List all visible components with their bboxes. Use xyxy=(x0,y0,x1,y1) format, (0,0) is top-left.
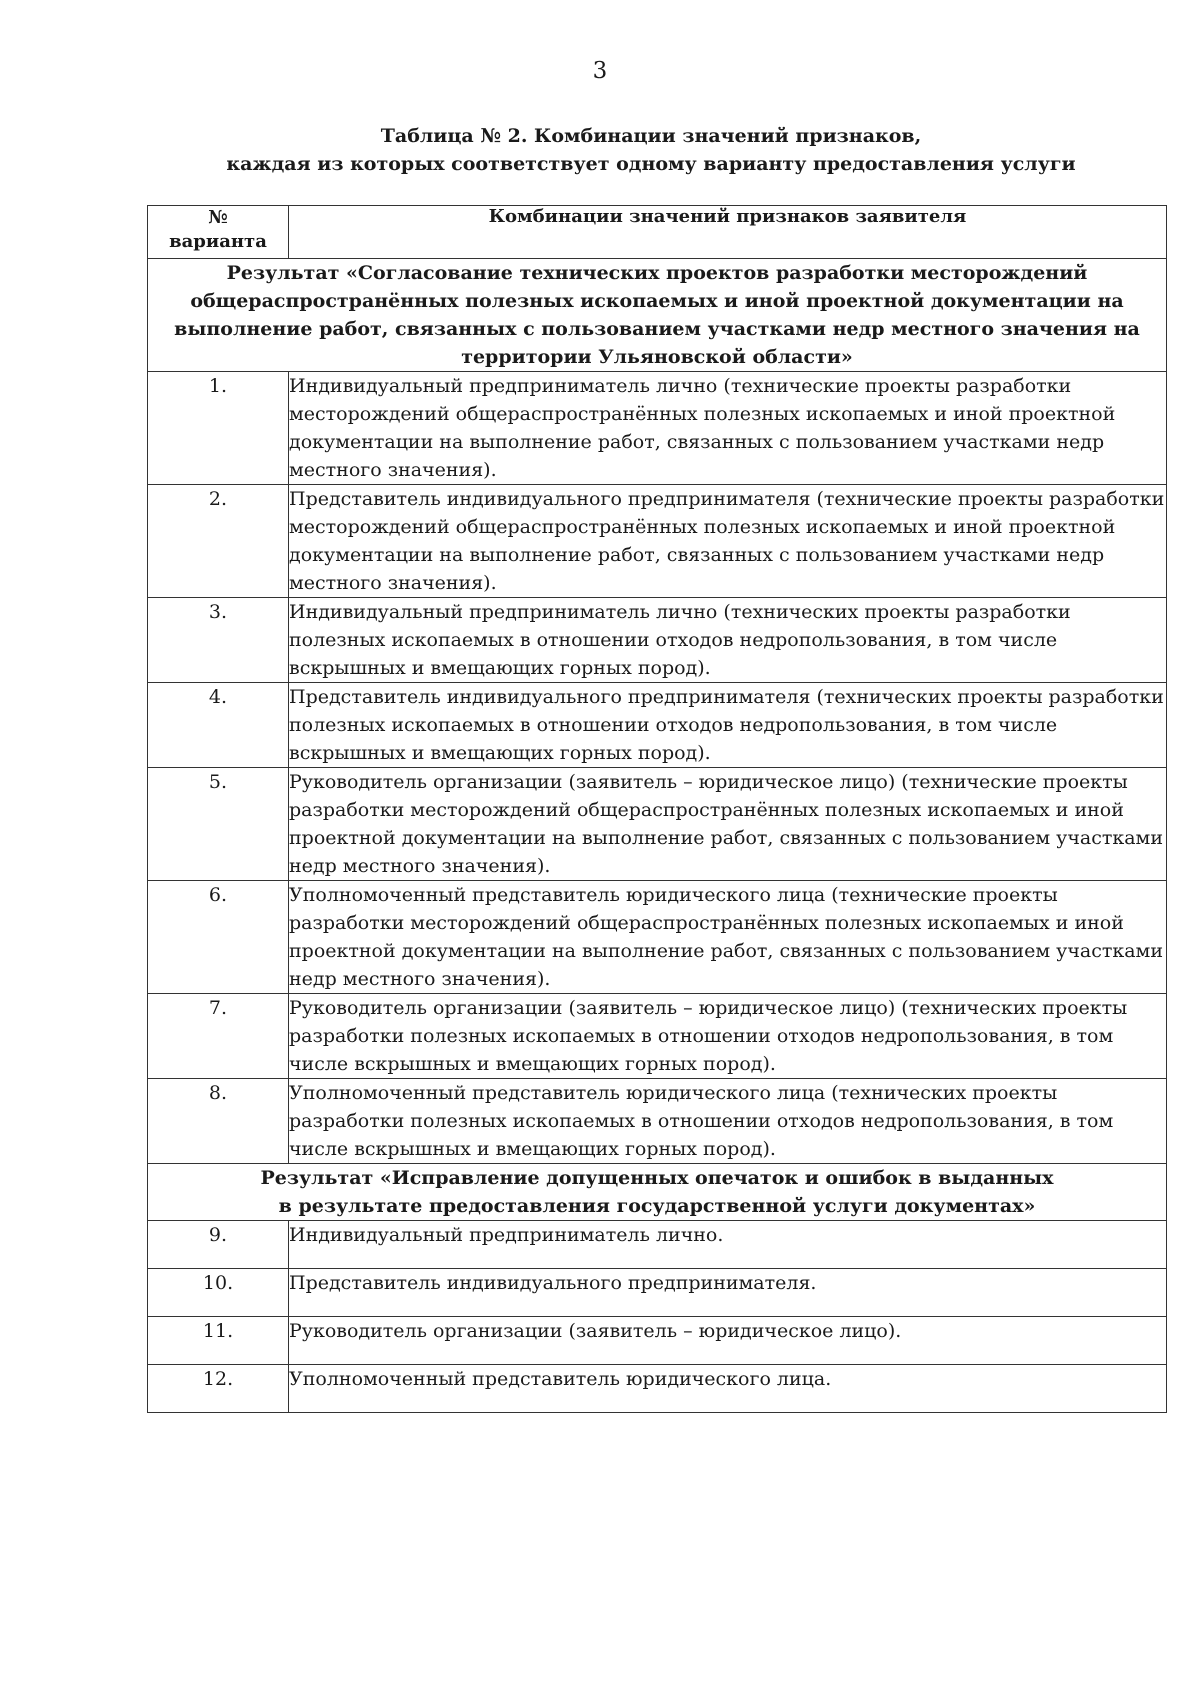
variant-number: 2. xyxy=(148,485,289,598)
variant-description: Индивидуальный предприниматель лично (технические проекты разработки месторождений общераспространённых полезных ископаемых и иной проектной документации на выполнение работ, связанных с пользованием участками недр местного значения). xyxy=(289,372,1167,485)
table-row xyxy=(148,1079,1167,1164)
section-heading-approval: Результат «Согласование технических проектов разработки месторождений общераспространённых полезных ископаемых и иной проектной документации на выполнение работ, связанных с пользованием участками недр местного значения на территории Ульяновской области» xyxy=(148,259,1167,372)
section-heading-corrections xyxy=(148,1164,1167,1221)
section-heading-line-1: Результат «Исправление допущенных опечаток и ошибок в выданных xyxy=(260,1167,1054,1189)
header-num-sign: № xyxy=(208,207,228,228)
table-row xyxy=(148,1365,1167,1413)
variant-description: Индивидуальный предприниматель лично. xyxy=(289,1221,1167,1269)
table-title-line-1: Таблица № 2. Комбинации значений признаков, xyxy=(380,125,922,147)
table-header-row xyxy=(148,206,1167,259)
variant-description: Руководитель организации (заявитель – юридическое лицо). xyxy=(289,1317,1167,1365)
variant-number: 10. xyxy=(148,1269,289,1317)
variant-description: Представитель индивидуального предпринимателя. xyxy=(289,1269,1167,1317)
variant-number: 7. xyxy=(148,994,289,1079)
table-title xyxy=(146,122,1156,178)
table-row xyxy=(148,372,1167,485)
header-combinations: Комбинации значений признаков заявителя xyxy=(289,206,1167,259)
table-row xyxy=(148,683,1167,768)
variant-number: 6. xyxy=(148,881,289,994)
variant-number: 5. xyxy=(148,768,289,881)
table-row xyxy=(148,1269,1167,1317)
variant-description: Руководитель организации (заявитель – юридическое лицо) (технических проекты разработки полезных ископаемых в отношении отходов недропользования, в том числе вскрышных и вмещающих горных пород). xyxy=(289,994,1167,1079)
variant-number: 12. xyxy=(148,1365,289,1413)
table-row xyxy=(148,994,1167,1079)
table-row xyxy=(148,485,1167,598)
section-row-2 xyxy=(148,1164,1167,1221)
header-variant-number xyxy=(148,206,289,259)
table-row xyxy=(148,1317,1167,1365)
variant-description: Уполномоченный представитель юридического лица. xyxy=(289,1365,1167,1413)
variant-number: 8. xyxy=(148,1079,289,1164)
variant-description: Представитель индивидуального предпринимателя (технических проекты разработки полезных ископаемых в отношении отходов недропользования, в том числе вскрышных и вмещающих горных пород). xyxy=(289,683,1167,768)
variant-number: 4. xyxy=(148,683,289,768)
section-row-1 xyxy=(148,259,1167,372)
variant-description: Индивидуальный предприниматель лично (технических проекты разработки полезных ископаемых в отношении отходов недропользования, в том числе вскрышных и вмещающих горных пород). xyxy=(289,598,1167,683)
section-heading-line-2: в результате предоставления государственной услуги документах» xyxy=(278,1195,1036,1217)
variant-description: Уполномоченный представитель юридического лица (технических проекты разработки полезных ископаемых в отношении отходов недропользования, в том числе вскрышных и вмещающих горных пород). xyxy=(289,1079,1167,1164)
table-row xyxy=(148,881,1167,994)
page-number: 3 xyxy=(592,58,608,84)
table-row xyxy=(148,1221,1167,1269)
table-row xyxy=(148,768,1167,881)
variant-description: Руководитель организации (заявитель – юридическое лицо) (технические проекты разработки месторождений общераспространённых полезных ископаемых и иной проектной документации на выполнение работ, связанных с пользованием участками недр местного значения). xyxy=(289,768,1167,881)
variant-number: 1. xyxy=(148,372,289,485)
variant-description: Уполномоченный представитель юридического лица (технические проекты разработки месторождений общераспространённых полезных ископаемых и иной проектной документации на выполнение работ, связанных с пользованием участками недр местного значения). xyxy=(289,881,1167,994)
table-title-line-2: каждая из которых соответствует одному варианту предоставления услуги xyxy=(226,153,1076,175)
table-row xyxy=(148,598,1167,683)
variant-number: 9. xyxy=(148,1221,289,1269)
variant-number: 3. xyxy=(148,598,289,683)
variant-description: Представитель индивидуального предпринимателя (технические проекты разработки месторождений общераспространённых полезных ископаемых и иной проектной документации на выполнение работ, связанных с пользованием участками недр местного значения). xyxy=(289,485,1167,598)
variants-table xyxy=(147,205,1167,1413)
variant-number: 11. xyxy=(148,1317,289,1365)
header-variant-word: варианта xyxy=(169,231,267,252)
